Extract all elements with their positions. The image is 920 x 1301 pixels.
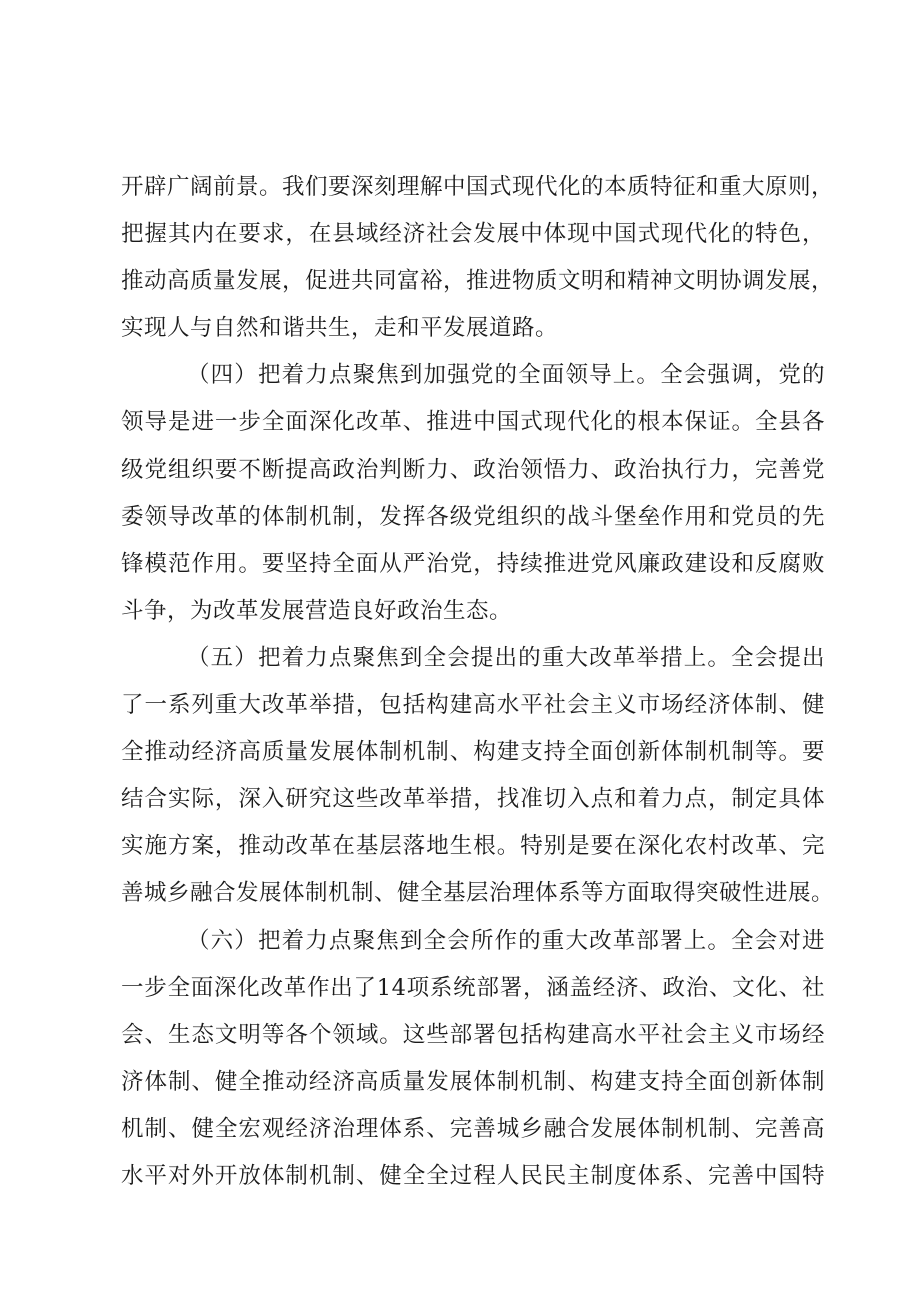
text-line: 机制、健全宏观经济治理体系、完善城乡融合发展体制机制、完善高 xyxy=(121,1115,825,1142)
text-line: （四）把着力点聚焦到加强党的全面领导上。全会强调，党的 xyxy=(187,362,825,389)
text-line: 斗争，为改革发展营造良好政治生态。 xyxy=(121,597,513,624)
text-line: 实现人与自然和谐共生，走和平发展道路。 xyxy=(121,315,559,342)
text-line: 全推动经济高质量发展体制机制、构建支持全面创新体制机制等。要 xyxy=(121,739,825,766)
text-line: 把握其内在要求，在县域经济社会发展中体现中国式现代化的特色， xyxy=(121,221,825,248)
text-line: 级党组织要不断提高政治判断力、政治领悟力、政治执行力，完善党 xyxy=(121,456,825,483)
text-line: 结合实际，深入研究这些改革举措，找准切入点和着力点，制定具体 xyxy=(121,786,825,813)
text-line: 领导是进一步全面深化改革、推进中国式现代化的根本保证。全县各 xyxy=(121,409,825,436)
text-line: 水平对外开放体制机制、健全全过程人民民主制度体系、完善中国特 xyxy=(121,1162,825,1189)
text-line: 推动高质量发展，促进共同富裕，推进物质文明和精神文明协调发展， xyxy=(121,268,835,295)
text-line: 了一系列重大改革举措，包括构建高水平社会主义市场经济体制、健 xyxy=(121,692,825,719)
text-line: 济体制、健全推动经济高质量发展体制机制、构建支持全面创新体制 xyxy=(121,1068,825,1095)
text-line: 会、生态文明等各个领域。这些部署包括构建高水平社会主义市场经 xyxy=(121,1021,825,1048)
text-line: （五）把着力点聚焦到全会提出的重大改革举措上。全会提出 xyxy=(187,644,825,671)
text-line: 实施方案，推动改革在基层落地生根。特别是要在深化农村改革、完 xyxy=(121,833,825,860)
text-line: 委领导改革的体制机制，发挥各级党组织的战斗堡垒作用和党员的先 xyxy=(121,503,825,530)
text-line: （六）把着力点聚焦到全会所作的重大改革部署上。全会对进 xyxy=(187,927,825,954)
text-line: 一步全面深化改革作出了14项系统部署，涵盖经济、政治、文化、社 xyxy=(121,974,825,1001)
text-line: 善城乡融合发展体制机制、健全基层治理体系等方面取得突破性进展。 xyxy=(121,880,835,907)
text-line: 锋模范作用。要坚持全面从严治党，持续推进党风廉政建设和反腐败 xyxy=(121,550,825,577)
text-line: 开辟广阔前景。我们要深刻理解中国式现代化的本质特征和重大原则， xyxy=(121,174,835,200)
document-body xyxy=(121,164,835,1200)
